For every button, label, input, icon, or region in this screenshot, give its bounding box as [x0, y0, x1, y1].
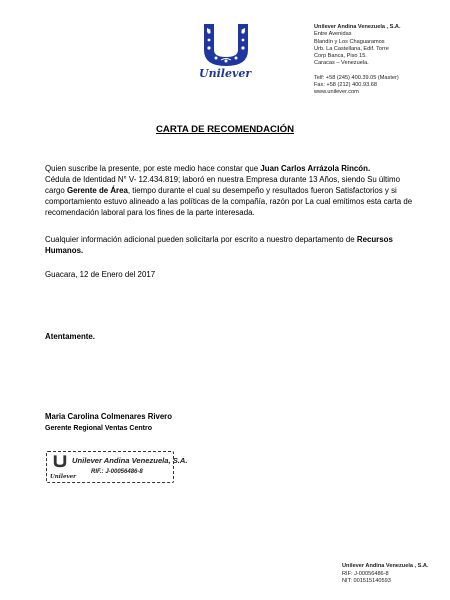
stamp-logo-wordmark: Unilever — [50, 474, 77, 480]
website-link[interactable]: www.unilever.com — [314, 89, 359, 96]
address-line: Blandín y Los Chaguaramos — [314, 38, 385, 45]
signer-role: Gerente Regional Ventas Centro — [45, 425, 152, 432]
closing-salutation: Atentamente. — [45, 332, 95, 341]
fax-line: Fax: +58 (212) 400.93.68 — [314, 82, 377, 89]
stamp-rif: RIF.: J-00056486-8 — [91, 469, 143, 475]
address-line: Urb. La Castellana, Edif. Torre — [314, 45, 389, 52]
employee-name: Juan Carlos Arrázola Rincón. — [260, 164, 371, 173]
address-line: Corp Banca, Piso 15. — [314, 53, 367, 60]
unilever-logo-wordmark: Unilever — [199, 67, 252, 80]
letter-paragraph-1 — [45, 163, 417, 218]
paragraph-text: , tiempo durante el cual su desempeño y resultados fueron Satisfactorios y si comportamiento estuvo alineado a las políticas de la compañía, razón por La cual emitimos esta carta de recomendación laboral para los fines de la parte interesada. — [45, 186, 413, 217]
signer-name: Maria Carolina Colmenares Rivero — [45, 412, 172, 421]
department-name: Recursos Humanos. — [45, 235, 393, 255]
phone-line: Telf: +58 (245) 400.39.05 (Master) — [314, 74, 399, 81]
footer-block — [342, 563, 429, 586]
stamp-company-name: Unilever Andina Venezuela, S.A. — [72, 456, 188, 465]
footer-nit: NIT: 001515140593 — [342, 578, 391, 585]
company-name: Unilever Andina Venezuela , S.A. — [314, 24, 401, 30]
company-address-block — [314, 24, 401, 97]
stamp-unilever-logo-icon — [51, 454, 69, 472]
address-line: Caracas – Venezuela. — [314, 60, 369, 67]
letter-title: CARTA DE RECOMENDACIÓN — [155, 124, 295, 135]
letter-date: Guacara, 12 de Enero del 2017 — [45, 270, 156, 279]
footer-rif: RIF: J-00056486-8 — [342, 570, 389, 577]
paragraph-text: Cédula de Identidad N° V- 12.434.819; laboró en nuestra Empresa durante 13 Años, siendo Su último cargo — [45, 175, 400, 195]
paragraph-text: Cualquier información adicional pueden solicitarla por escrito a nuestro departamento de — [45, 235, 357, 244]
employee-position: Gerente de Área — [66, 186, 128, 195]
paragraph-text: Quien suscribe la presente, por este medio hace constar que — [45, 164, 261, 173]
signer-block — [45, 411, 172, 435]
footer-company-name: Unilever Andina Venezuela , S.A. — [342, 563, 429, 569]
address-line: Entre Avenidas — [314, 31, 352, 38]
company-stamp — [45, 446, 188, 490]
letter-paragraph-2 — [45, 234, 417, 256]
